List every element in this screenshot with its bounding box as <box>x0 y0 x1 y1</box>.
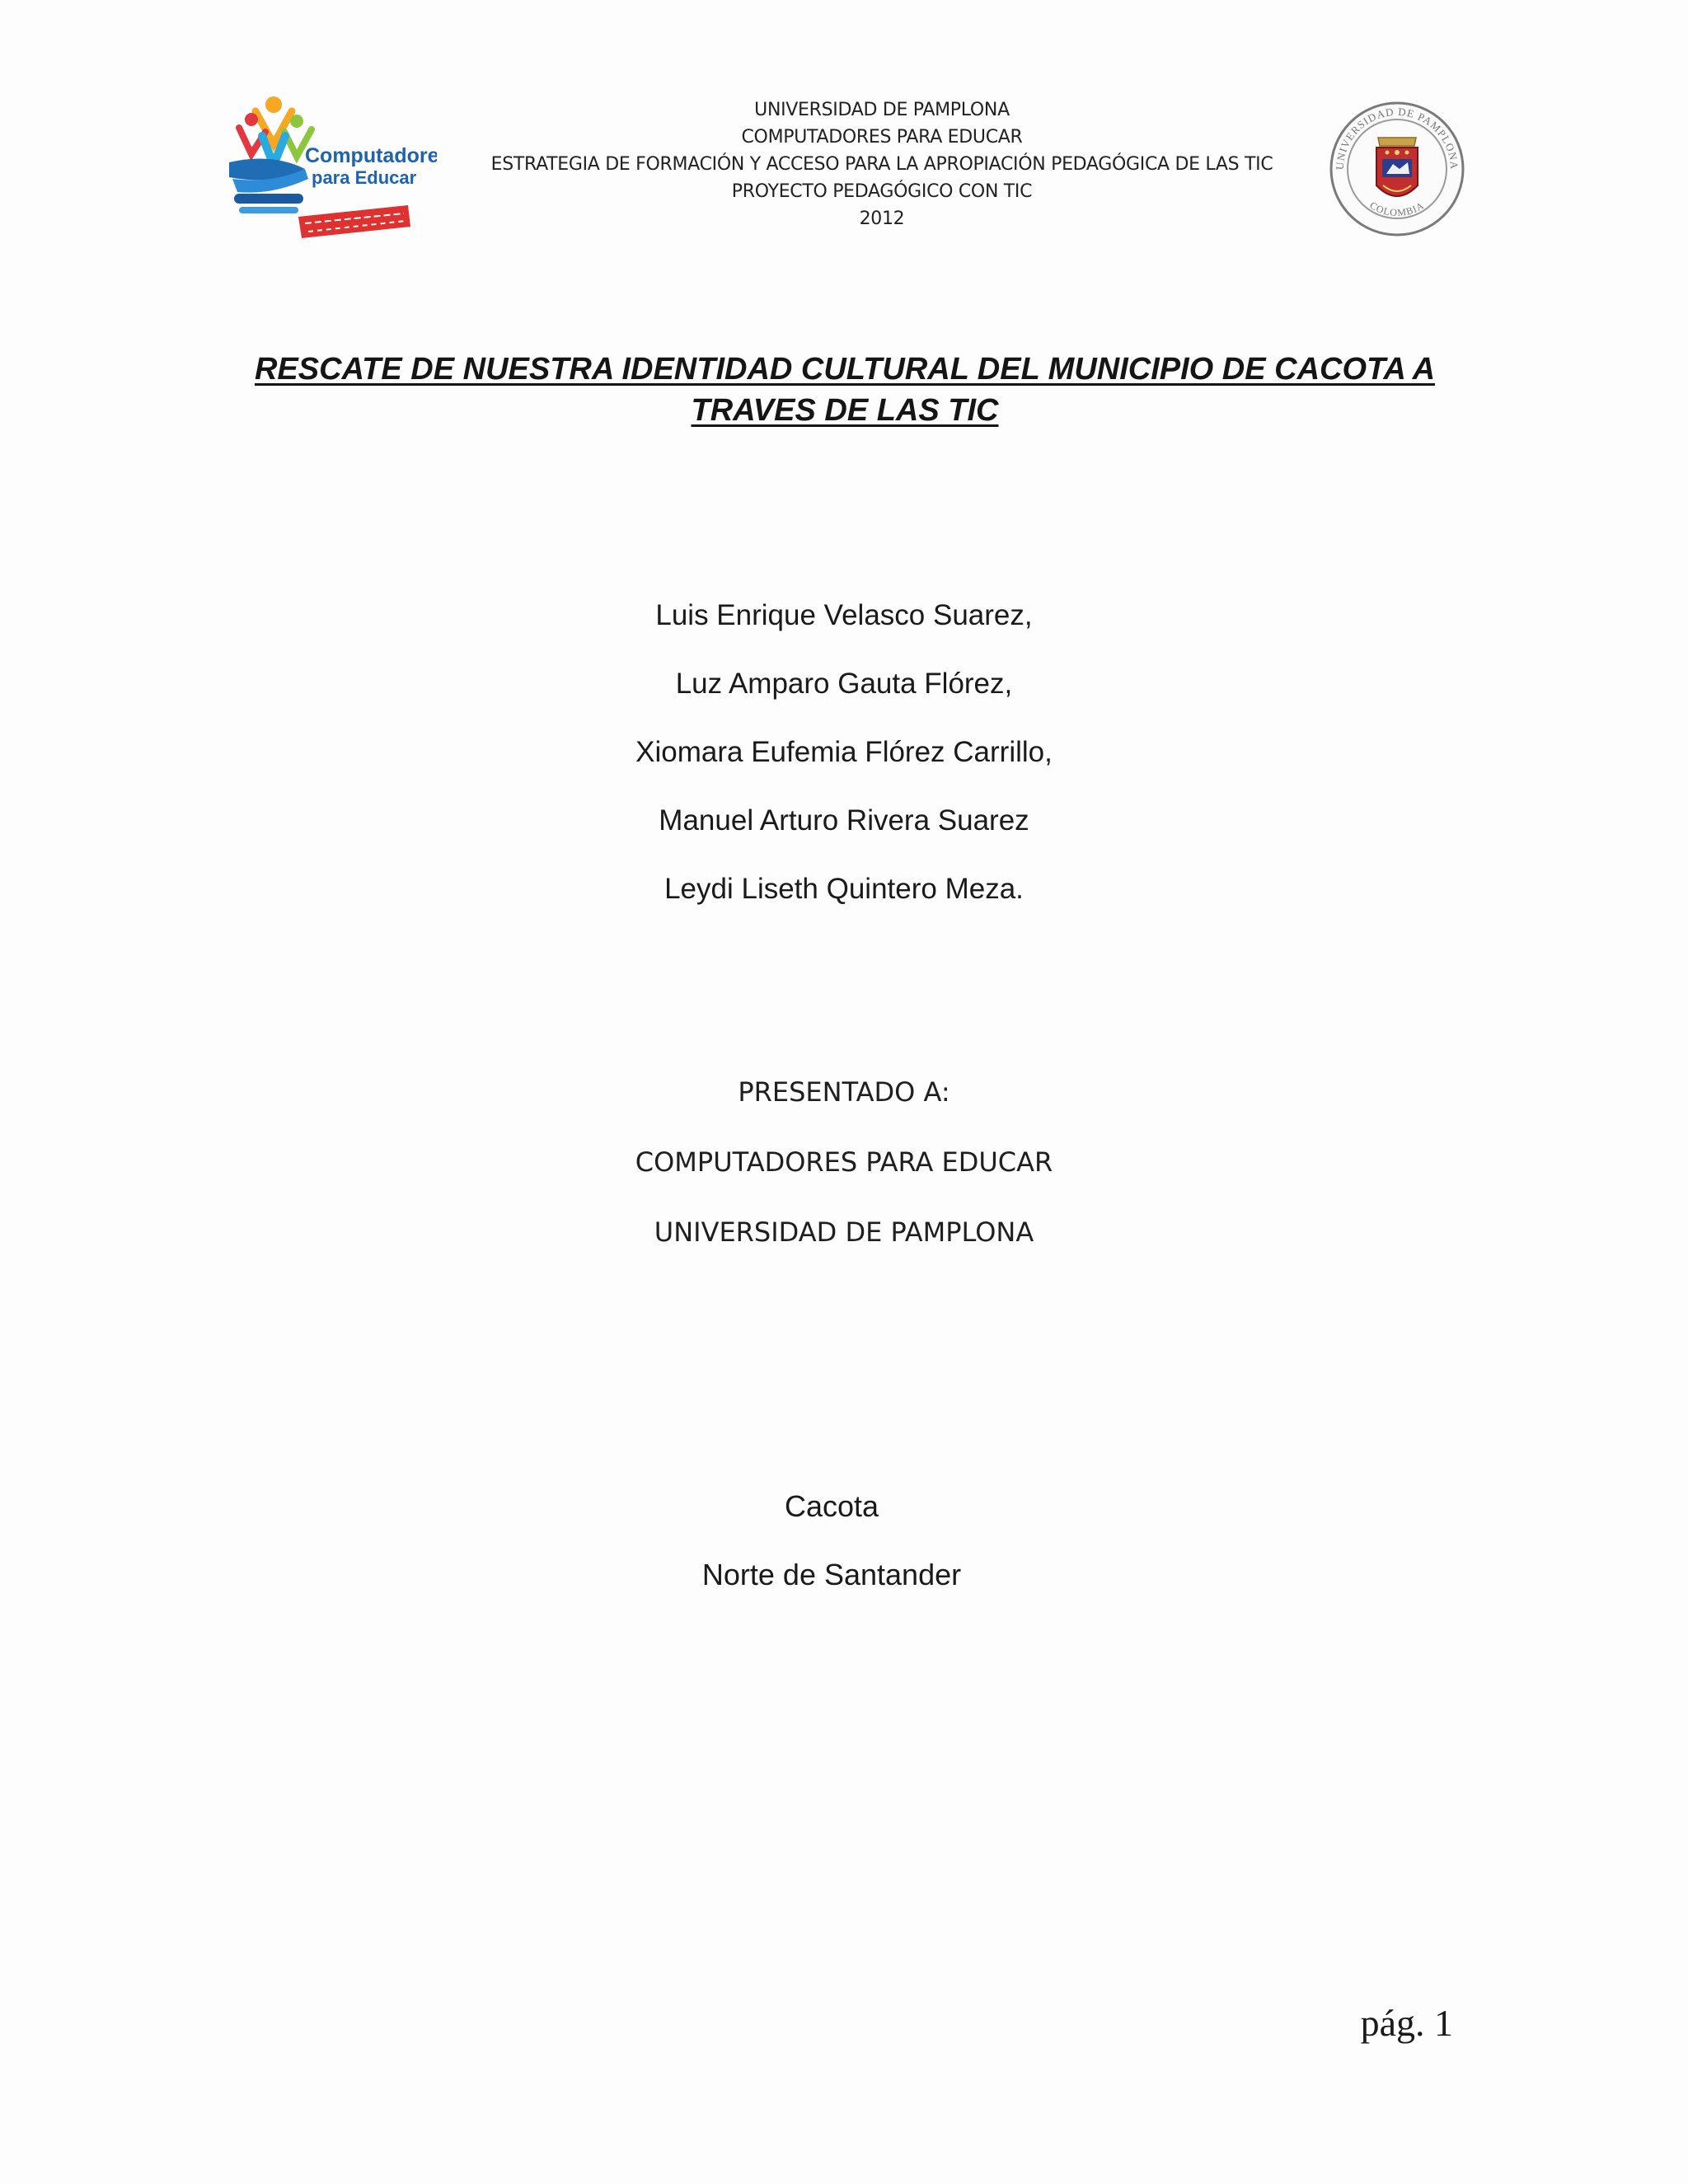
logo-wordmark-sub: para Educar <box>312 167 417 188</box>
presented-label: PRESENTADO A: <box>738 1076 950 1108</box>
title-line-1: RESCATE DE NUESTRA IDENTIDAD CULTURAL DEL MUNICIPIO DE CACOTA A <box>254 352 1436 387</box>
location-city: Cacota <box>784 1489 879 1523</box>
location-region: Norte de Santander <box>701 1558 962 1591</box>
title-line-2: TRAVES DE LAS TIC <box>691 393 999 428</box>
presented-org-1: COMPUTADORES PARA EDUCAR <box>635 1146 1053 1178</box>
location-block <box>0 1483 1663 1620</box>
header-text-block <box>437 96 1327 232</box>
author-name: Manuel Arturo Rivera Suarez <box>659 804 1029 837</box>
header-university: UNIVERSIDAD DE PAMPLONA <box>754 100 1010 120</box>
document-title <box>214 349 1475 431</box>
seal-ring-text-top: UNIVERSIDAD DE PAMPLONA <box>1333 105 1461 171</box>
header-year: 2012 <box>859 209 905 229</box>
page-number: pág. 1 <box>1360 2002 1453 2044</box>
computadores-para-educar-logo <box>223 87 437 251</box>
presented-org-2: UNIVERSIDAD DE PAMPLONA <box>654 1216 1034 1248</box>
page-header <box>223 87 1467 251</box>
header-project: PROYECTO PEDAGÓGICO CON TIC <box>731 181 1033 202</box>
author-name: Luis Enrique Velasco Suarez, <box>655 599 1033 631</box>
author-name: Xiomara Eufemia Flórez Carrillo, <box>635 736 1053 768</box>
seal-ring-text-bottom: COLOMBIA <box>1367 199 1427 219</box>
header-strategy: ESTRATEGIA DE FORMACIÓN Y ACCESO PARA LA APROPIACIÓN PEDAGÓGICA DE LAS TIC <box>490 154 1273 175</box>
universidad-de-pamplona-seal <box>1327 95 1467 243</box>
presented-to-block <box>0 1071 1688 1282</box>
author-name: Leydi Liseth Quintero Meza. <box>664 873 1024 905</box>
author-list <box>0 591 1688 933</box>
header-program: COMPUTADORES PARA EDUCAR <box>741 127 1023 148</box>
logo-wordmark-main: Computadores <box>305 144 437 167</box>
author-name: Luz Amparo Gauta Flórez, <box>675 668 1013 700</box>
